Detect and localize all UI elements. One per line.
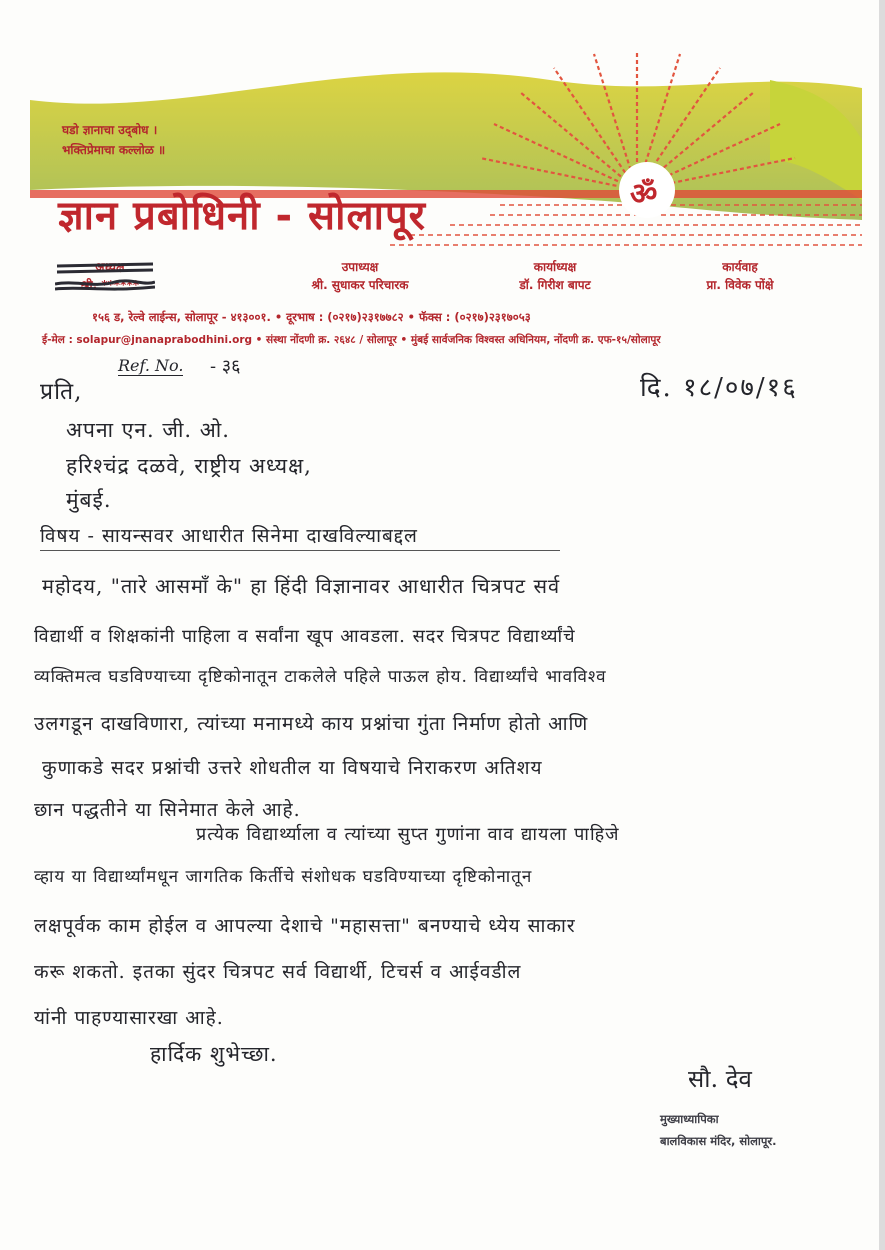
body-line: विद्यार्थी व शिक्षकांनी पाहिला व सर्वांना खूप आवडला. सदर चित्रपट विद्यार्थ्यांचे [34,626,576,647]
ref-label: Ref. No. [118,356,184,375]
registration-line: ई-मेल : solapur@jnanaprabodhini.org • संस्था नोंदणी क्र. २६४८ / सोलापूर • मुंबई सार्वजनिक विश्वस्त अधिनियम, नोंदणी क्र. एफ-१५/सोलापूर [42,334,661,346]
designation-school: बालविकास मंदिर, सोलापूर. [660,1134,777,1148]
om-symbol: ॐ [630,177,658,212]
officer-role: कार्यवाह [722,260,758,274]
body-line: यांनी पाहण्यासारखा आहे. [34,1007,224,1029]
officer-name: डॉ. गिरीश बापट [519,278,591,292]
officer-name: श्री. ****** [81,278,139,292]
motto-line-1: घडो ज्ञानाचा उद्‌बोध । [62,123,158,137]
officer-name: श्री. सुधाकर परिचारक [311,278,409,292]
closing-line: हार्दिक शुभेच्छा. [150,1042,278,1066]
officer-name: प्रा. विवेक पोंक्षे [706,278,774,292]
officer-vice-president [270,258,450,294]
officer-role: कार्याध्यक्ष [533,260,577,274]
officer-working-president [480,258,630,294]
recipient-line: अपना एन. जी. ओ. [66,418,230,442]
letter-date: दि. १८/०७/१६ [640,373,798,403]
recipient-line: हरिश्चंद्र दळवे, राष्ट्रीय अध्यक्ष, [66,454,312,478]
designation-title: मुख्याध्यापिका [660,1112,719,1126]
ref-value: - ३६ [210,356,241,377]
officer-secretary [660,258,820,294]
body-line: कुणाकडे सदर प्रश्नांची उत्तरे शोधतील या विषयाचे निराकरण अतिशय [42,757,543,779]
body-line: प्रत्येक विद्यार्थ्याला व त्यांच्या सुप्त गुणांना वाव द्यायला पाहिजे [196,824,620,845]
address-line: १५६ ड, रेल्वे लाईन्स, सोलापूर - ४१३००१. • दूरभाष : (०२१७)२३१७७८२ • फॅक्स : (०२१७)२३१७०५३ [92,310,531,324]
subject-line: विषय - सायन्सवर आधारीत सिनेमा दाखविल्याबद्दल [40,525,418,547]
scan-edge [879,0,885,1250]
org-name: ज्ञान प्रबोधिनी - सोलापूर [58,193,427,239]
signatory-designation [660,1108,776,1152]
recipient-line: मुंबई. [66,488,112,512]
body-line: छान पद्धतीने या सिनेमात केले आहे. [34,799,301,821]
body-line: करू शकतो. इतका सुंदर चित्रपट सर्व विद्यार्थी, टिचर्स व आईवडील [34,961,522,983]
motto [62,120,165,160]
body-line: व्हाय या विद्यार्थ्यांमधून जागतिक किर्तीचे संशोधक घडविण्याच्या दृष्टिकोनातून [34,867,533,887]
officer-role: अध्यक्ष [95,260,125,274]
body-line: उलगडून दाखविणारा, त्यांच्या मनामध्ये काय प्रश्नांचा गुंता निर्माण होतो आणि [34,713,589,735]
signature: सौ. देव [688,1065,752,1093]
to-prefix: प्रति, [40,379,83,405]
motto-line-2: भक्तिप्रेमाचा कल्लोळ ॥ [62,143,166,157]
officer-role: उपाध्यक्ष [341,260,379,274]
strike-through-mark [55,258,155,298]
officers-row [50,258,820,308]
body-line: महोदय, "तारे आसमाँ के" हा हिंदी विज्ञानावर आधारीत चित्रपट सर्व [42,574,561,598]
body-line: व्यक्तिमत्व घडविण्याच्या दृष्टिकोनातून टाकलेले पहिले पाऊल होय. विद्यार्थ्यांचे भावविश्व [34,667,607,687]
subject-underline [40,550,560,551]
body-line: लक्षपूर्वक काम होईल व आपल्या देशाचे "महासत्ता" बनण्याचे ध्येय साकार [34,915,576,937]
